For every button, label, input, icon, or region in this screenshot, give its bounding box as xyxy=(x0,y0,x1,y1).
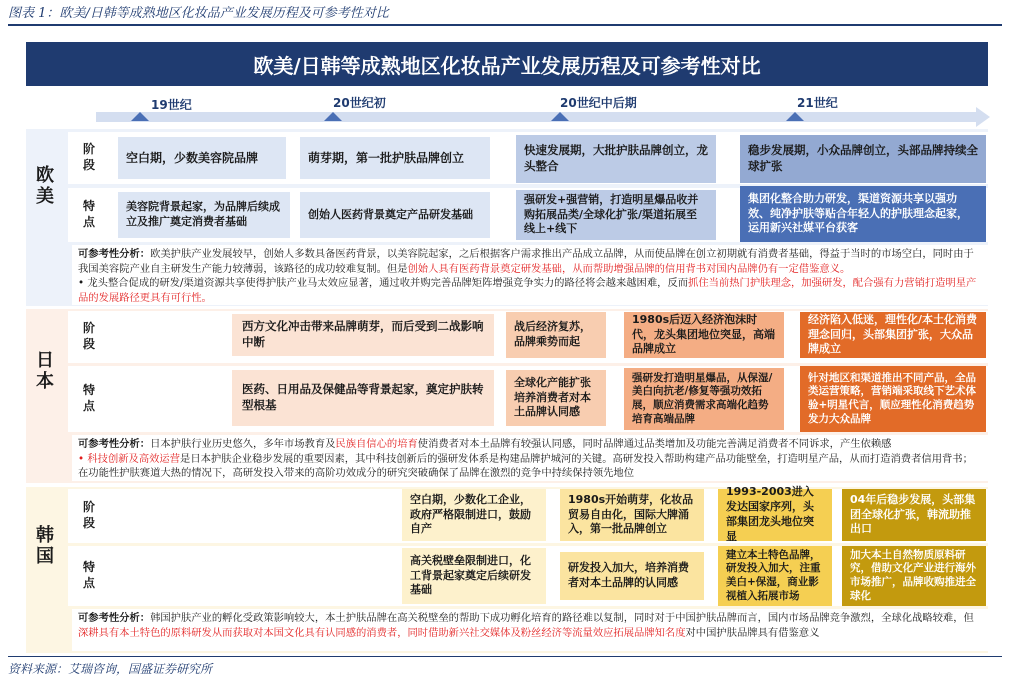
europe-feature-cell: 创始人医药背景奠定产品研发基础 xyxy=(300,192,490,238)
row-label-stage: 阶 段 xyxy=(82,321,95,351)
europe-stage-cell: 空白期，少数美容院品牌 xyxy=(118,137,286,179)
europe-stage-cell: 萌芽期，第一批护肤品牌创立 xyxy=(300,137,490,179)
japan-feature-cell: 全球化产能扩张培养消费者对本土品牌认同感 xyxy=(506,370,606,426)
page-title: 欧美/日韩等成熟地区化妆品产业发展历程及可参考性对比 xyxy=(26,42,988,86)
korea-analysis-note: 可参考性分析：韩国护肤产业的孵化受政策影响较大，本土护肤品牌在高关税壁垒的帮助下成功孵化培育的路径难以复制，同时对于中国护肤品牌而言，国内市场品牌竞争激烈，全球化战略较难，但深耕具有本土特色的原料研发从而获取对本国文化具有认同感的消费者，同时借助新兴社交媒体及粉丝经济等流量效应拓展品牌知名度对中国护肤品牌具有借鉴意义 xyxy=(72,609,988,651)
korea-stage-cell: 空白期，少数化工企业，政府严格限制进口，鼓励自产 xyxy=(402,489,546,541)
figure-caption: 图表 1：欧美/日韩等成熟地区化妆品产业发展历程及可参考性对比 xyxy=(8,6,389,21)
japan-analysis-note: 可参考性分析：日本护肤行业历史悠久，多年市场教育及民族自信心的培育使消费者对本土品牌有较强认同感，同时品牌通过品类增加及功能完善满足消费者不同诉求，产生依赖感 • 科技创新及高效运营是日本护肤企业稳步发展的重要因素，其中科技创新后的强研发体系是构建品牌护城河的关键。高研发投入帮助构建产品功能壁垒，打造明星产品，从而打造消费者信用背书；在功能性护肤赛道大热的情况下，高研发投入带来的高阶功效成分的研究突破确保了品牌在激烈的竞争中持续保持领先地位 xyxy=(72,435,988,481)
row-label-feature: 特 点 xyxy=(82,560,95,590)
row-label-feature: 特 点 xyxy=(82,199,95,229)
japan-feature-cell: 强研发打造明星爆品，从保湿/美白向抗老/修复等强功效拓展，顺应消费需求高端化趋势培育高端品牌 xyxy=(624,368,784,430)
europe-feature-cell: 美容院背景起家，为品牌后续成立及推广奠定消费者基础 xyxy=(118,192,290,238)
row-label-stage: 阶 段 xyxy=(82,142,95,172)
era-marker xyxy=(131,112,149,121)
footer-divider xyxy=(8,656,1002,657)
era-label: 20世纪初 xyxy=(333,96,386,110)
europe-feature-cell: 集团化整合助力研发，渠道资源共享以强功效、纯净护肤等贴合年轻人的护肤理念起家，运用新兴社媒平台获客 xyxy=(740,186,986,242)
europe-stage-cell: 稳步发展期，小众品牌创立，头部品牌持续全球扩张 xyxy=(740,135,986,183)
europe-feature-cell: 强研发+强营销，打造明星爆品收并购拓展品类/全球化扩张/渠道拓展至线上+线下 xyxy=(516,190,716,240)
korea-feature-cell: 高关税壁垒限制进口，化工背景起家奠定后续研发基础 xyxy=(402,548,546,604)
korea-stage-cell: 1980s开始萌芽，化妆品贸易自由化，国际大牌涌入，第一批品牌创立 xyxy=(560,489,704,541)
europe-stage-cell: 快速发展期，大批护肤品牌创立，龙头整合 xyxy=(516,135,716,183)
era-label: 20世纪中后期 xyxy=(560,96,637,110)
row-label-feature: 特 点 xyxy=(82,383,95,413)
korea-feature-cell: 研发投入加大，培养消费者对本土品牌的认同感 xyxy=(560,552,704,600)
japan-stage-cell: 经济陷入低迷，理性化/本土化消费理念回归，头部集团扩张，大众品牌成立 xyxy=(800,312,986,358)
korea-feature-cell: 加大本土自然物质原料研究，借助文化产业进行海外市场推广，品牌收购推进全球化 xyxy=(842,546,986,606)
era-marker xyxy=(324,112,342,121)
era-marker xyxy=(786,112,804,121)
japan-feature-cell: 医药、日用品及保健品等背景起家，奠定护肤转型根基 xyxy=(232,370,494,426)
japan-stage-cell: 西方文化冲击带来品牌萌芽，而后受到二战影响中断 xyxy=(232,314,494,356)
korea-stage-cell: 1993-2003进入发达国家序列，头部集团龙头地位突显 xyxy=(718,489,832,541)
era-label: 21世纪 xyxy=(797,96,838,110)
japan-stage-cell: 1980s后迈入经济泡沫时代，龙头集团地位突显，高端品牌成立 xyxy=(624,312,784,358)
japan-feature-cell: 针对地区和渠道推出不同产品，全品类运营策略，营销端采取线下艺术体验+明星代言，顺应理性化消费趋势发力大众品牌 xyxy=(800,366,986,432)
japan-stage-cell: 战后经济复苏，品牌乘势而起 xyxy=(506,312,606,358)
era-label: 19世纪 xyxy=(151,98,192,112)
caption-divider xyxy=(8,24,1002,26)
korea-stage-cell: 04年后稳步发展，头部集团全球化扩张，韩流助推出口 xyxy=(842,489,986,541)
region-label-japan: 日 本 xyxy=(36,350,54,392)
timeline-arrow xyxy=(96,112,976,122)
timeline-arrowhead xyxy=(976,107,990,127)
region-label-korea: 韩 国 xyxy=(36,525,54,567)
korea-feature-cell: 建立本土特色品牌，研发投入加大，注重美白+保湿，商业影视植入拓展市场 xyxy=(718,546,832,606)
source-note: 资料来源：艾瑞咨询，国盛证券研究所 xyxy=(8,662,213,676)
era-marker xyxy=(551,112,569,121)
europe-analysis-note: 可参考性分析：欧美护肤产业发展较早，创始人多数具备医药背景，以美容院起家，之后根据客户需求推出产品成立品牌，从而使品牌在创立初期就有消费者基础，得益于当时的市场空白，同时由于我国美容院产业自主研发生产能力较薄弱，该路径的成功较难复制。但是创始人具有医药背景奠定研发基础，从而帮助增强品牌的信用背书对国内品牌仍有一定借鉴意义。 • 龙头整合促成的研发/渠道资源共享使得护肤产业马太效应显著，通过收并购完善品牌矩阵增强竞争实力的路径将会越来越困难，反而抓住当前热门护肤理念，加强研发，配合强有力营销打造明星产品的发展路径更具有可行性。 xyxy=(72,245,988,305)
region-label-europe: 欧 美 xyxy=(36,165,54,207)
row-label-stage: 阶 段 xyxy=(82,500,95,530)
